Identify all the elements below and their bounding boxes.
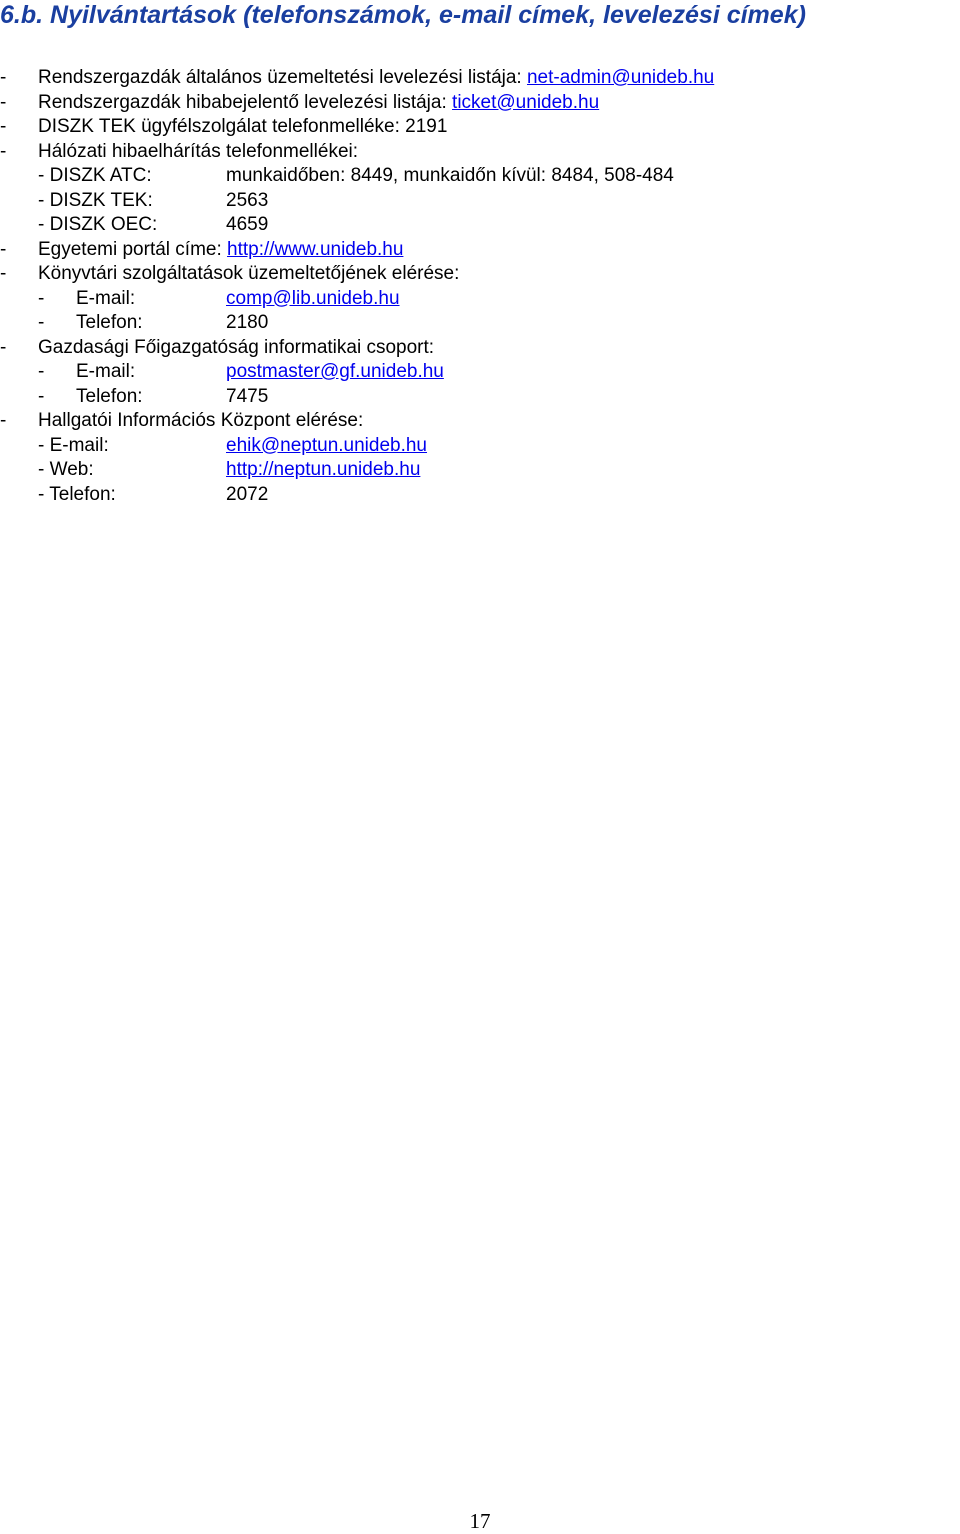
list-item	[0, 91, 960, 116]
atc-label: - DISZK ATC:	[38, 165, 152, 186]
library-label: Könyvtári szolgáltatások üzemeltetőjének elérése:	[38, 263, 460, 284]
bullet-dash: -	[0, 116, 7, 137]
library-email-label: E-mail:	[76, 287, 136, 309]
bullet-dash: -	[38, 361, 45, 382]
hik-web-link[interactable]: http://neptun.unideb.hu	[226, 459, 421, 480]
portal-url-link[interactable]: http://www.unideb.hu	[227, 238, 404, 260]
oec-value: 4659	[226, 214, 269, 235]
list-item	[0, 140, 960, 165]
hik-web-label: - Web:	[38, 459, 94, 480]
ticket-label: Rendszergazdák hibabejelentő levelezési listája:	[38, 91, 447, 113]
bullet-dash: -	[38, 312, 45, 333]
sub-item-hik-email	[0, 434, 960, 459]
gf-phone-value: 7475	[226, 385, 269, 407]
sub-item-hik-web	[0, 458, 960, 483]
library-phone-label: Telefon:	[76, 312, 143, 333]
sub-item-tek	[0, 189, 960, 214]
list-item	[0, 262, 960, 287]
tek-value: 2563	[226, 189, 269, 211]
hik-label: Hallgatói Információs Központ elérése:	[38, 410, 364, 431]
bullet-dash: -	[38, 287, 45, 309]
library-email-link[interactable]: comp@lib.unideb.hu	[226, 287, 400, 309]
network-label: Hálózati hibaelhárítás telefonmellékei:	[38, 140, 359, 162]
bullet-dash: -	[0, 410, 7, 431]
list-item	[0, 336, 960, 361]
hik-email-label: - E-mail:	[38, 434, 109, 456]
gf-phone-label: Telefon:	[76, 385, 143, 407]
sub-item-atc	[0, 164, 960, 189]
contact-list	[0, 66, 960, 507]
portal-label: Egyetemi portál címe:	[38, 238, 222, 260]
sub-item-hik-phone	[0, 483, 960, 508]
bullet-dash: -	[0, 263, 7, 284]
page-number: 17	[469, 1509, 491, 1533]
library-phone-value: 2180	[226, 312, 269, 333]
sub-item-oec	[0, 213, 960, 238]
admin-list-label: Rendszergazdák általános üzemeltetési levelezési listája:	[38, 67, 522, 88]
list-item	[0, 66, 960, 91]
gf-email-link[interactable]: postmaster@gf.unideb.hu	[226, 361, 444, 382]
hik-email-link[interactable]: ehik@neptun.unideb.hu	[226, 434, 428, 456]
sub-item-gf-email	[0, 360, 960, 385]
ticket-email-link[interactable]: ticket@unideb.hu	[452, 91, 600, 113]
oec-label: - DISZK OEC:	[38, 214, 158, 235]
page-title: 6.b. Nyilvántartások (telefonszámok, e-mail címek, levelezési címek)	[0, 1, 806, 29]
tek-helpdesk-text: DISZK TEK ügyfélszolgálat telefonmelléke: 2191	[38, 116, 448, 137]
tek-label: - DISZK TEK:	[38, 189, 153, 211]
atc-value: munkaidőben: 8449, munkaidőn kívül: 8484, 508-484	[226, 165, 674, 186]
sub-item-library-phone	[0, 311, 960, 336]
hik-phone-label: - Telefon:	[38, 483, 116, 505]
sub-item-library-email	[0, 287, 960, 312]
gf-email-label: E-mail:	[76, 361, 136, 382]
bullet-dash: -	[0, 336, 7, 358]
bullet-dash: -	[38, 385, 45, 407]
list-item	[0, 238, 960, 263]
list-item	[0, 115, 960, 140]
admin-list-email-link[interactable]: net-admin@unideb.hu	[526, 67, 715, 88]
hik-phone-value: 2072	[226, 483, 269, 505]
sub-item-gf-phone	[0, 385, 960, 410]
bullet-dash: -	[0, 238, 7, 260]
bullet-dash: -	[0, 140, 7, 162]
gf-label: Gazdasági Főigazgatóság informatikai csoport:	[38, 336, 435, 358]
list-item	[0, 409, 960, 434]
bullet-dash: -	[0, 67, 7, 88]
bullet-dash: -	[0, 91, 7, 113]
